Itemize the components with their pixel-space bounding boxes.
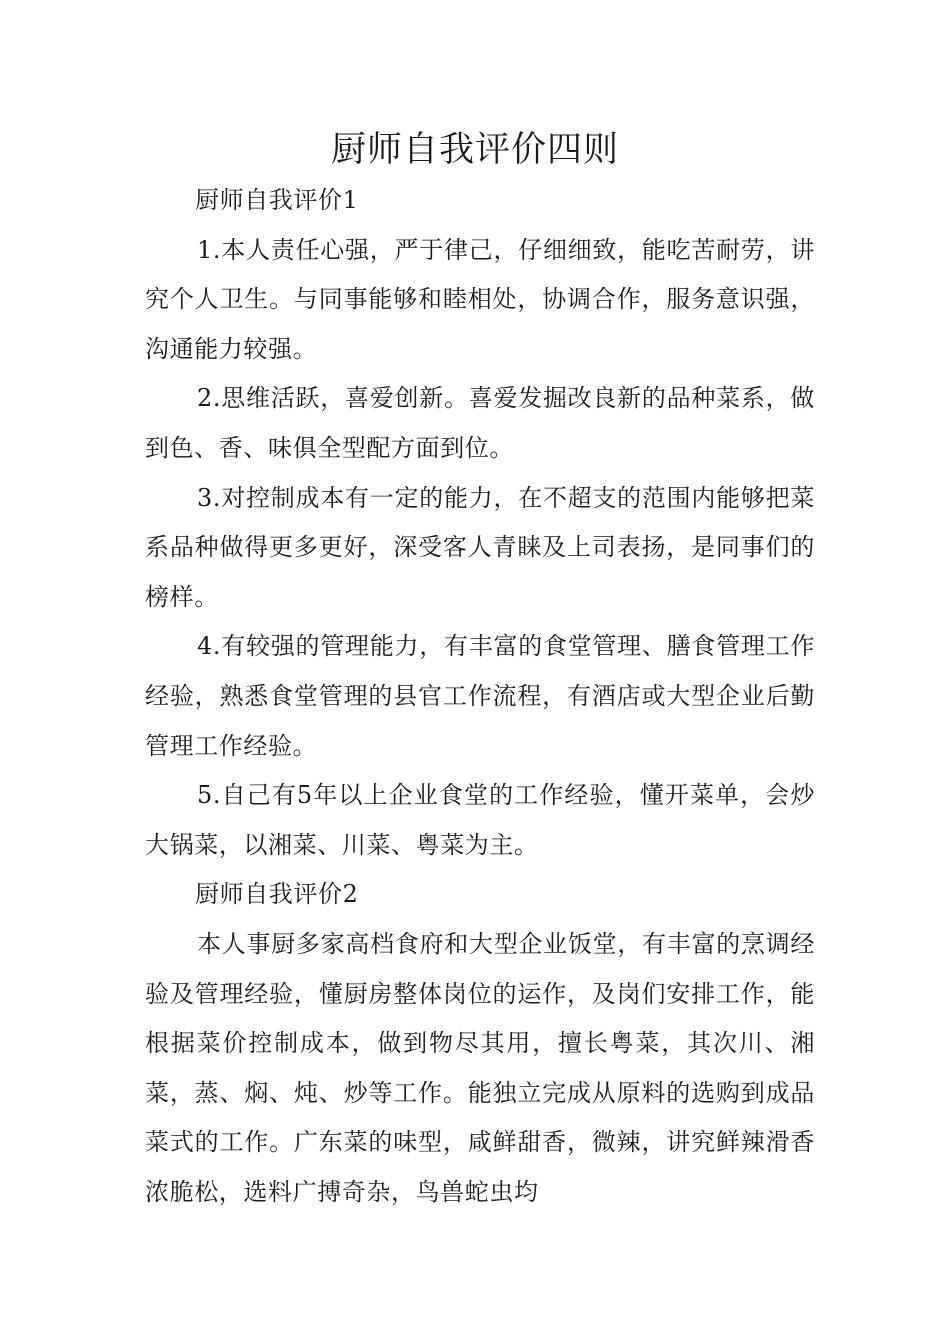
- paragraph-item-5: 5.自己有5年以上企业食堂的工作经验，懂开菜单，会炒大锅菜，以湘菜、川菜、粤菜为主。: [145, 781, 815, 859]
- paragraph-section-2: 本人事厨多家高档食府和大型企业饭堂，有丰富的烹调经验及管理经验，懂厨房整体岗位的运作，及岗们安排工作，能根据菜价控制成本，做到物尽其用，擅长粤菜，其次川、湘菜，蒸、焖、炖、炒等工作。能独立完成从原料的选购到成品菜式的工作。广东菜的味型，咸鲜甜香，微辣，讲究鲜辣滑香浓脆松，选料广搏奇杂，鸟兽蛇虫均: [145, 929, 815, 1206]
- section-heading-2: 厨师自我评价2: [195, 880, 359, 909]
- paragraph-item-2: 2.思维活跃，喜爱创新。喜爱发掘改良新的品种菜系，做到色、香、味俱全型配方面到位。: [145, 384, 815, 462]
- paragraph-item-1: 1.本人责任心强，严于律己，仔细细致，能吃苦耐劳，讲究个人卫生。与同事能够和睦相处，协调合作，服务意识强，沟通能力较强。: [145, 235, 815, 363]
- paragraph-item-3: 3.对控制成本有一定的能力，在不超支的范围内能够把菜系品种做得更多更好，深受客人青睐及上司表扬，是同事们的榜样。: [145, 483, 815, 611]
- paragraph-item-4: 4.有较强的管理能力，有丰富的食堂管理、膳食管理工作经验，熟悉食堂管理的县官工作流程，有酒店或大型企业后勤管理工作经验。: [145, 632, 815, 760]
- document-body: [145, 176, 815, 1217]
- document-title: 厨师自我评价四则: [330, 130, 619, 170]
- section-heading-1: 厨师自我评价1: [195, 186, 359, 214]
